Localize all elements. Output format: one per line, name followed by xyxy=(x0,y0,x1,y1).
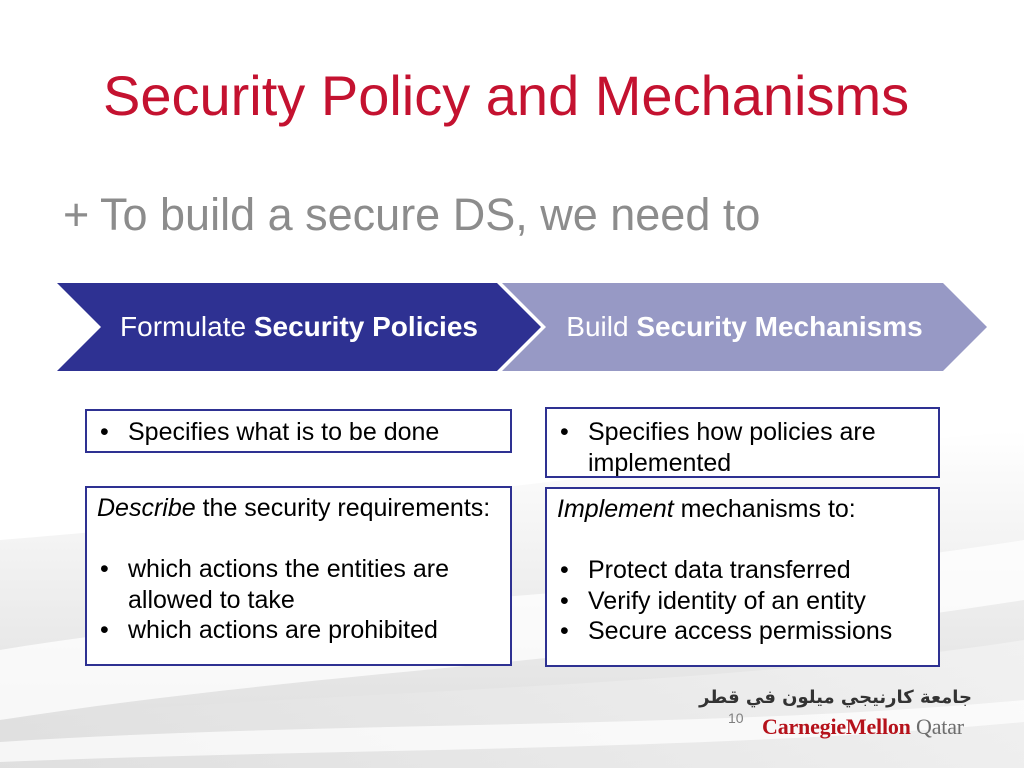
list-item-text: Protect data transferred xyxy=(588,556,851,584)
list-item-text: Verify identity of an entity xyxy=(588,586,866,615)
bullet-list xyxy=(97,417,500,448)
list-item xyxy=(557,417,928,478)
logo-english-wordmark xyxy=(762,714,964,740)
chevron-label-mechanisms xyxy=(502,283,987,371)
list-item-text: which actions the entities are allowed to take xyxy=(128,555,450,614)
chevron-label-emphasis: Security Mechanisms xyxy=(636,311,923,342)
bullet-marker: • xyxy=(100,555,109,583)
list-item xyxy=(97,554,500,615)
bullet-list xyxy=(557,555,928,647)
mechanisms-detail-box xyxy=(545,487,940,667)
bullet-marker: • xyxy=(560,586,569,615)
chevron-label-text xyxy=(566,311,922,343)
detail-lead xyxy=(97,493,500,524)
chevron-label-policies xyxy=(57,283,541,371)
mechanisms-summary-box xyxy=(545,407,940,478)
subtitle-marker: + xyxy=(63,189,90,240)
list-item xyxy=(557,555,928,586)
detail-lead-text: mechanisms to: xyxy=(680,495,856,523)
detail-lead-emphasis: Describe xyxy=(97,494,196,522)
detail-lead xyxy=(557,494,928,525)
bullet-marker: • xyxy=(560,418,569,446)
list-item xyxy=(557,586,928,617)
bullet-marker: • xyxy=(560,556,569,584)
chevron-label-prefix: Formulate xyxy=(120,311,247,342)
bullet-list xyxy=(97,554,500,646)
list-item xyxy=(557,616,928,647)
chevron-label-prefix: Build xyxy=(566,311,629,342)
list-item-text: which actions are prohibited xyxy=(128,616,438,644)
slide-title: Security Policy and Mechanisms xyxy=(103,64,910,127)
list-item-text: Secure access permissions xyxy=(588,617,893,645)
logo-arabic-wordmark: جامعة كارنيجي ميلون في قطر xyxy=(699,687,972,708)
page-number: 10 xyxy=(728,710,744,726)
list-item-text: Specifies what is to be done xyxy=(128,418,440,446)
policies-detail-box xyxy=(85,486,512,666)
detail-lead-emphasis: Implement xyxy=(557,495,674,523)
list-item xyxy=(97,417,500,448)
bullet-marker: • xyxy=(100,616,109,644)
list-item xyxy=(97,615,500,646)
logo-name-primary: CarnegieMellon xyxy=(762,714,911,739)
policies-summary-box xyxy=(85,409,512,453)
bullet-marker: • xyxy=(560,617,569,645)
subtitle: To build a secure DS, we need to xyxy=(100,189,761,240)
chevron-label-emphasis: Security Policies xyxy=(253,311,478,342)
logo-name-secondary: Qatar xyxy=(916,714,964,739)
chevron-label-text xyxy=(120,311,478,343)
bullet-list xyxy=(557,417,928,478)
list-item-text: Specifies how policies are implemented xyxy=(588,418,876,477)
bullet-marker: • xyxy=(100,418,109,446)
detail-lead-text: the security requirements: xyxy=(202,494,491,522)
